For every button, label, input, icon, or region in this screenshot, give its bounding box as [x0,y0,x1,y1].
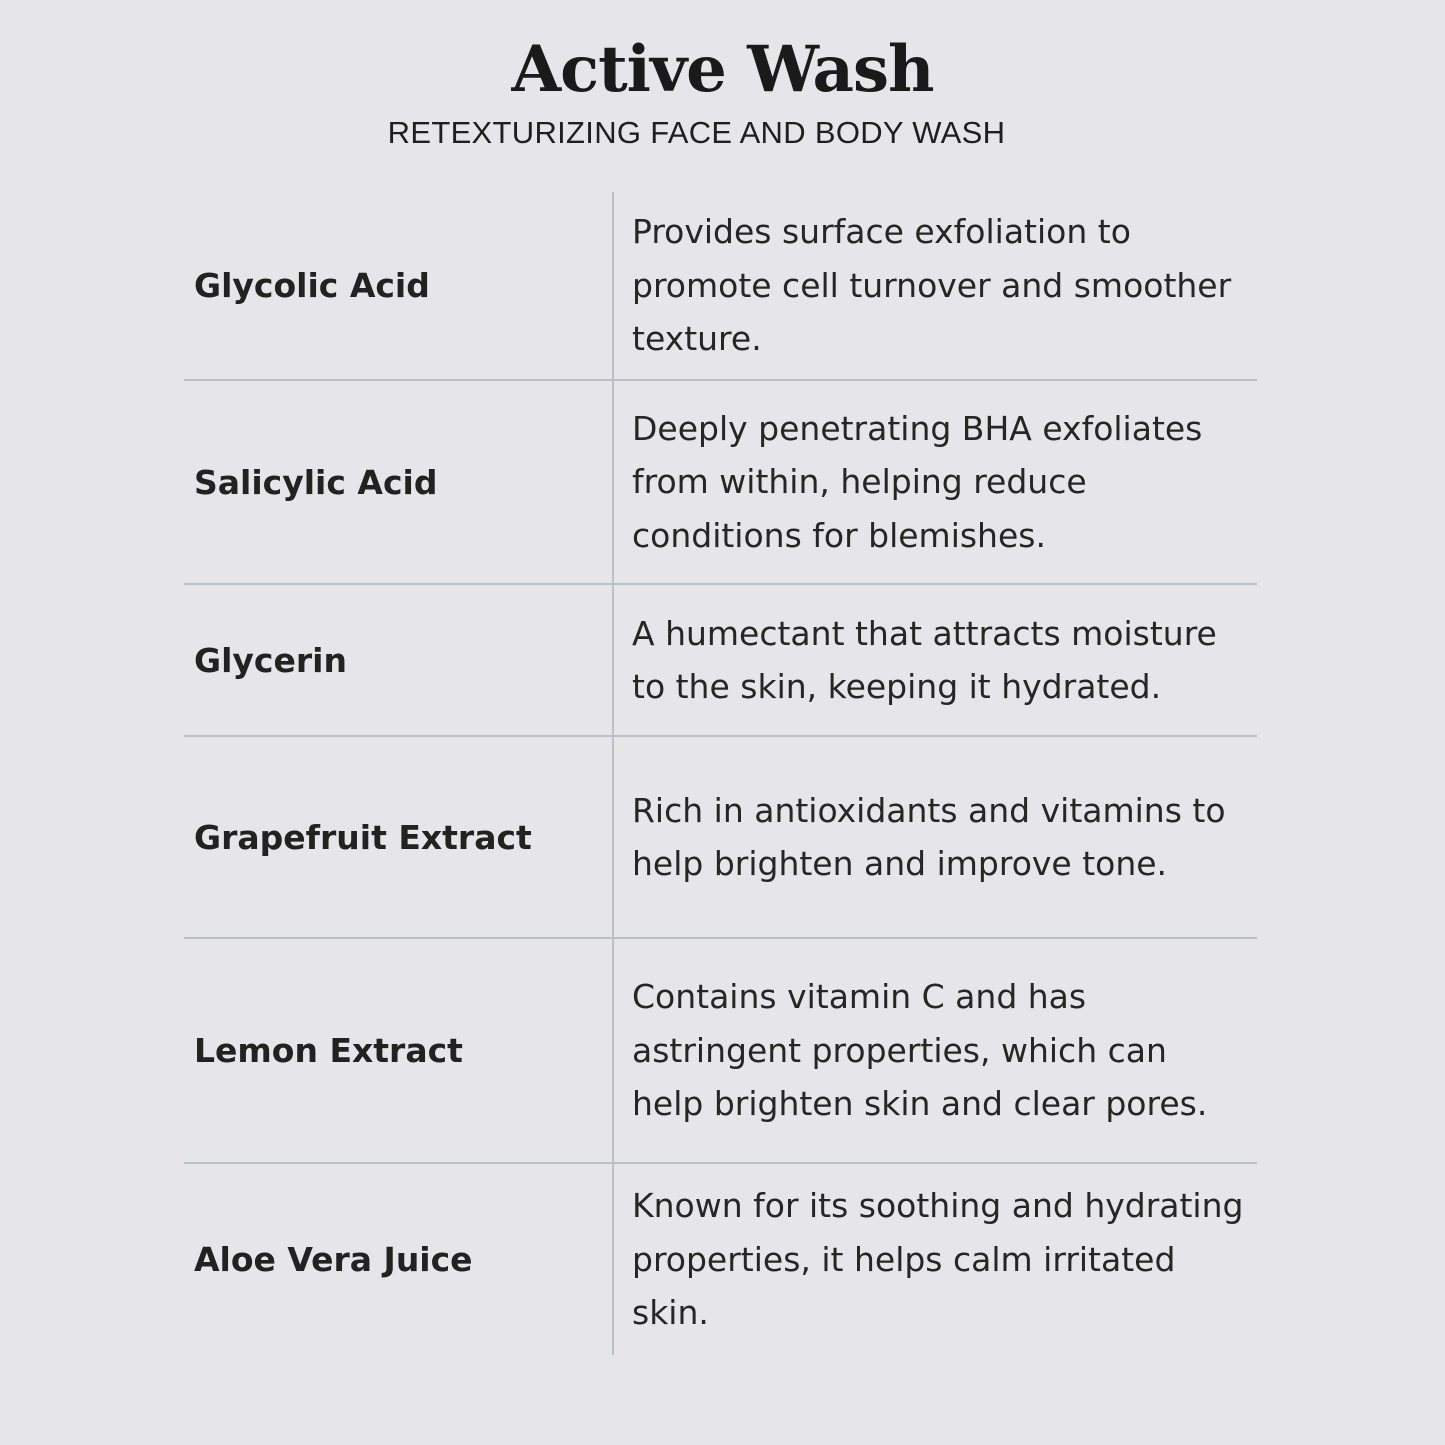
table-row [184,1164,1257,1355]
ingredient-name: Grapefruit Extract [194,817,532,857]
ingredient-name: Lemon Extract [194,1031,463,1070]
table-row [184,939,1257,1164]
table-row [184,737,1257,939]
page-subtitle: RETEXTURIZING FACE AND BODY WASH [387,115,1006,150]
ingredient-description-text: Contains vitamin C and has astringent properties, which can help brighten skin and clear pores. [632,977,1208,1124]
ingredient-description-text: A humectant that attracts moisture to the skin, keeping it hydrated. [632,613,1217,706]
ingredient-description [632,1164,1247,1355]
table-row [184,192,1257,381]
ingredient-description-text: Provides surface exfoliation to promote cell turnover and smoother texture. [632,212,1232,359]
ingredient-description [632,737,1247,937]
ingredient-name: Glycerin [194,640,347,680]
ingredient-description-text: Known for its soothing and hydrating properties, it helps calm irritated skin. [632,1186,1244,1333]
ingredient-name: Glycolic Acid [194,266,430,305]
ingredient-description [632,939,1247,1162]
ingredient-description-text: Deeply penetrating BHA exfoliates from within, helping reduce conditions for blemishes. [632,408,1203,555]
ingredients-table [184,192,1257,1355]
page-title: Active Wash [511,32,934,107]
table-row [184,585,1257,737]
ingredient-name: Aloe Vera Juice [194,1240,473,1279]
ingredient-description [632,381,1247,583]
table-row [184,381,1257,585]
ingredient-name: Salicylic Acid [194,462,438,502]
ingredient-description-text: Rich in antioxidants and vitamins to help brighten and improve tone. [632,790,1226,883]
ingredient-description [632,192,1247,379]
ingredient-description [632,585,1247,735]
